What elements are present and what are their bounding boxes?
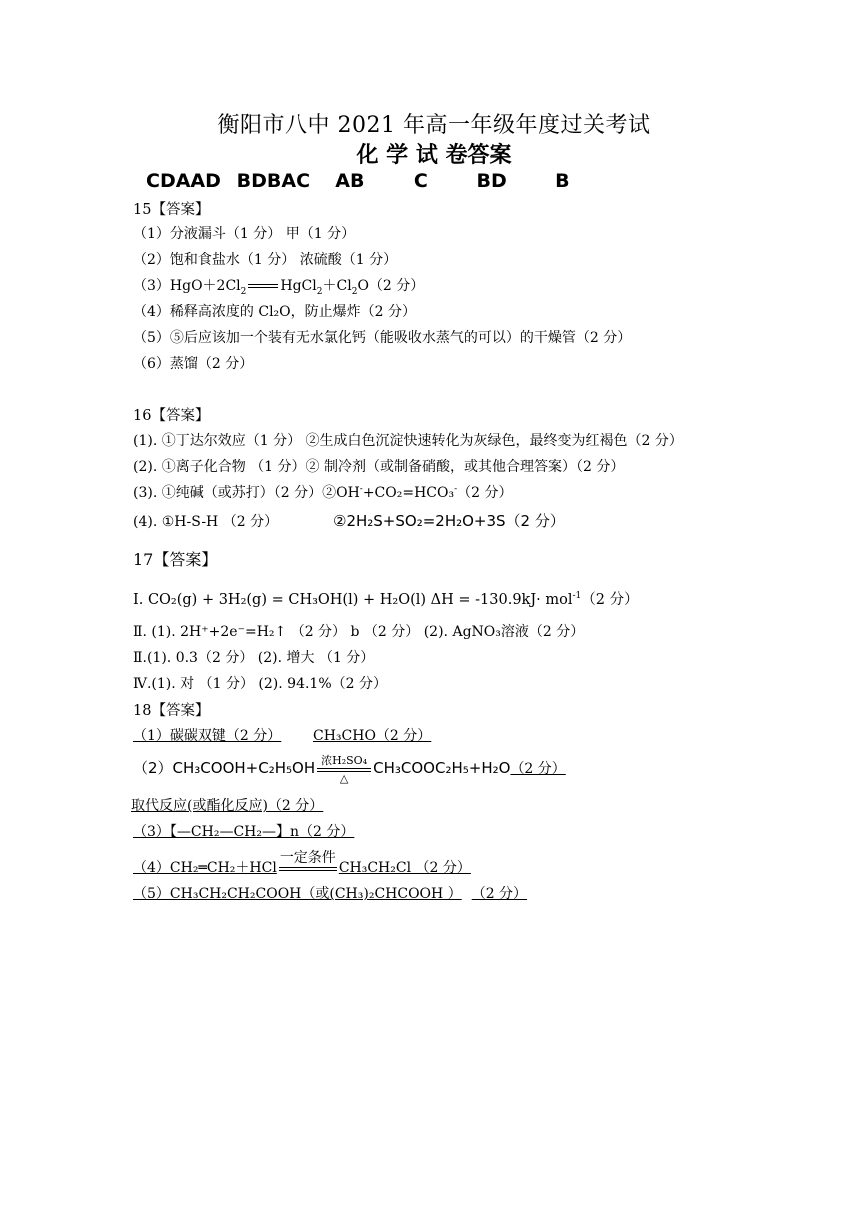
q16-line-4-part-a: (4). ①H-S-H （2 分） — [133, 514, 279, 530]
q18-line-5-part-b: （2 分） — [471, 886, 528, 902]
q15-heading: 15【答案】 — [133, 202, 210, 218]
q17-line-1-part-a: I. CO₂(g) + 3H₂(g) = CH₃OH(l) + H₂O(l) ΔH = -130.9kJ· mol — [133, 592, 573, 608]
condition-top-2: 一定条件 — [279, 850, 336, 866]
q15-line-4: （4）稀释高浓度的 Cl₂O，防止爆炸（2 分） — [133, 304, 416, 320]
mc-group-3: AB — [335, 170, 365, 192]
q15-line-6: （6）蒸馏（2 分） — [133, 356, 254, 372]
condition-top: 浓H₂SO₄ — [321, 754, 368, 767]
q15-line-2: （2）饱和食盐水（1 分） 浓硫酸（1 分） — [133, 252, 398, 268]
q15-line-3-part-c: ＋Cl — [322, 278, 352, 294]
q18-heading: 18【答案】 — [133, 703, 210, 719]
q18-line-2 — [133, 754, 580, 785]
q16-line-2: (2). ①离子化合物 （1 分）② 制冷剂（或制备硝酸，或其他合理答案）（2 分） — [133, 459, 625, 475]
arrow2-bar-2 — [279, 870, 337, 871]
mc-group-5: BD — [476, 170, 507, 192]
q17-line-3: Ⅱ.(1). 0.3（2 分） (2). 增大 （1 分） — [133, 650, 375, 666]
arrow-bar — [317, 768, 371, 769]
arrow2-bar — [279, 867, 337, 868]
q15-line-3-part-b: HgCl — [280, 278, 317, 294]
q16-line-4-part-b: ②2H₂S+SO₂=2H₂O+3S（2 分） — [333, 512, 565, 530]
mc-group-4: C — [413, 170, 428, 192]
mc-group-6: B — [555, 170, 570, 192]
q16-sup-minus: - — [359, 484, 363, 495]
q15-sub-2b: 2 — [316, 286, 323, 297]
q17-heading: 17【答案】 — [133, 550, 218, 569]
q18-line-3 — [133, 821, 362, 841]
q15-sub-2: 2 — [240, 286, 247, 297]
q18-line-4-part-b: CH₃CH₂Cl （2 分） — [338, 860, 471, 876]
q16-line-3-part-c: （2 分） — [457, 485, 513, 501]
exam-title: 衡阳市八中 2021 年高一年级年度过关考试 — [217, 113, 651, 138]
q16-line-3-part-a: (3). ①纯碱（或苏打）（2 分）②OH — [133, 485, 360, 501]
q15-line-5: （5）⑤后应该加一个装有无水氯化钙（能吸收水蒸气的可以）的干燥管（2 分） — [133, 330, 632, 346]
q16-line-3-part-b: +CO₂=HCO₃ — [362, 485, 455, 501]
q18-line-5 — [133, 883, 527, 903]
q15-sub-2c: 2 — [351, 286, 358, 297]
condition-bottom: △ — [339, 772, 349, 785]
equals-sign — [248, 284, 278, 288]
q16-line-3 — [133, 482, 513, 502]
q18-line-4-part-a: （4）CH₂═CH₂＋HCl — [133, 860, 277, 876]
q18-line-1 — [133, 725, 431, 745]
q18-line-2-part-a: （2）CH₃COOH+C₂H₅OH — [133, 759, 316, 777]
mc-group-2: BDBAC — [236, 170, 311, 192]
q17-line-1 — [133, 588, 639, 609]
q15-line-3 — [133, 275, 424, 297]
q16-sup-minus-2: - — [454, 484, 458, 495]
q18-line-2-part-d: 取代反应(或酯化反应)（2 分） — [131, 798, 324, 814]
q18-line-2b — [131, 795, 341, 815]
q18-line-5-part-a: （5）CH₃CH₂CH₂COOH（或(CH₃)₂CHCOOH ） — [133, 886, 462, 902]
q18-line-1-part-a: （1）碳碳双键（2 分） — [133, 728, 282, 744]
q17-sup: -1 — [572, 591, 582, 602]
q18-line-2-part-c: （2 分） — [510, 761, 566, 777]
q16-line-4 — [133, 510, 565, 531]
reaction-condition-arrow — [315, 754, 373, 785]
q17-line-4: Ⅳ.(1). 对 （1 分） (2). 94.1%（2 分） — [133, 676, 387, 692]
q15-line-1: （1）分液漏斗（1 分） 甲（1 分） — [133, 226, 356, 242]
q15-line-3-part-a: （3）HgO＋2Cl — [133, 278, 241, 294]
q16-line-1: (1). ①丁达尔效应（1 分） ②生成白色沉淀快速转化为灰绿色，最终变为红褐色（2 分） — [133, 433, 683, 449]
q18-line-1-part-b: CH₃CHO（2 分） — [313, 728, 432, 744]
q17-line-2: Ⅱ. (1). 2H⁺+2e⁻=H₂↑ （2 分） b （2 分） (2). AgNO₃溶液（2 分） — [133, 624, 585, 640]
mc-group-1: CDAAD — [146, 170, 221, 192]
q16-heading: 16【答案】 — [133, 408, 210, 424]
q17-line-1-part-c: （2 分） — [581, 592, 639, 608]
reaction-condition-arrow-2 — [277, 850, 339, 877]
q18-line-4 — [133, 850, 471, 877]
q18-line-3-text: （3）【—CH₂—CH₂—】n（2 分） — [133, 824, 355, 840]
exam-subtitle: 化 学 试 卷答案 — [356, 142, 512, 168]
q15-line-3-part-d: O（2 分） — [357, 278, 425, 294]
q18-line-2-part-b: CH₃COOC₂H₅+H₂O — [373, 759, 511, 777]
multiple-choice-answers — [146, 170, 570, 192]
